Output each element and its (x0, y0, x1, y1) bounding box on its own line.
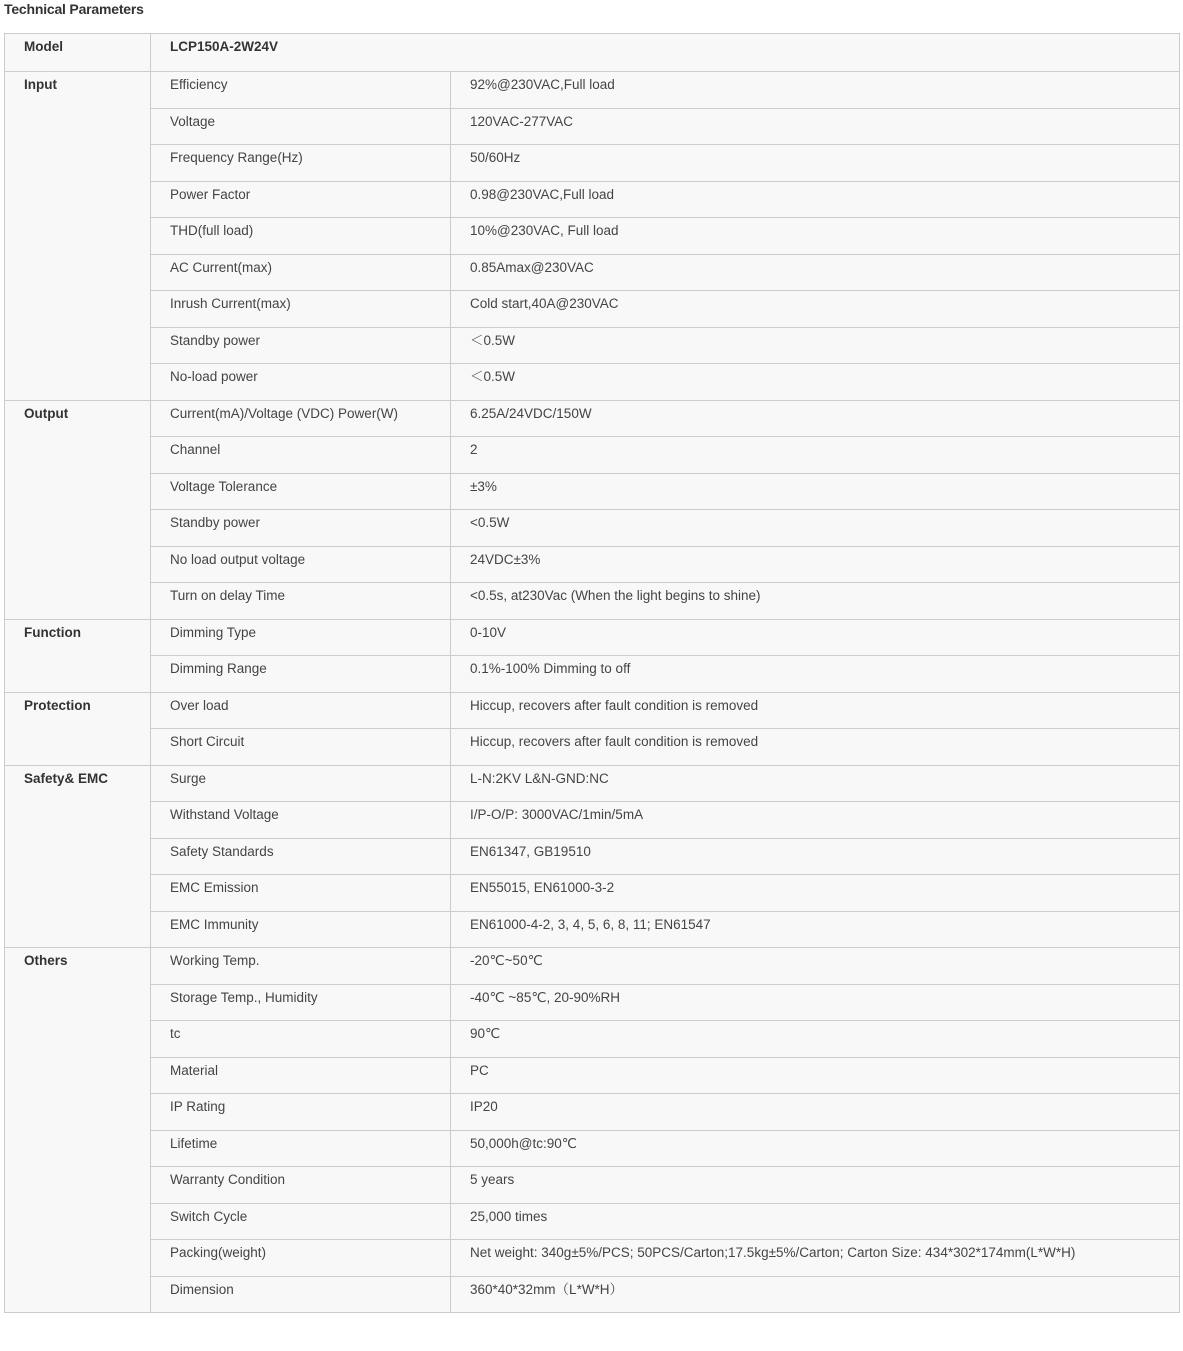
model-label-cell (5, 34, 151, 72)
table-row (5, 437, 1180, 474)
param-label: Standby power (170, 332, 261, 348)
param-label: Surge (170, 770, 207, 786)
table-row (5, 1167, 1180, 1204)
param-cell (151, 145, 451, 182)
value-cell (451, 218, 1180, 255)
value-cell (451, 254, 1180, 291)
param-label: Efficiency (170, 77, 228, 92)
value-cell (451, 181, 1180, 218)
param-label: Working Temp. (170, 953, 260, 968)
value-cell (451, 583, 1180, 620)
param-cell (151, 948, 451, 985)
param-label: Safety Standards (170, 843, 274, 859)
param-label: Frequency Range(Hz) (170, 150, 303, 165)
param-value: Hiccup, recovers after fault condition is removed (470, 697, 759, 713)
param-label: Warranty Condition (170, 1172, 286, 1187)
param-value: EN61000-4-2, 3, 4, 5, 6, 8, 11; EN61547 (470, 916, 711, 932)
param-cell (151, 656, 451, 693)
value-cell (451, 656, 1180, 693)
param-value: 0.85Amax@230VAC (470, 259, 594, 275)
value-cell (451, 1167, 1180, 1204)
value-cell (451, 400, 1180, 437)
param-cell (151, 729, 451, 766)
value-cell (451, 291, 1180, 328)
value-cell (451, 1130, 1180, 1167)
value-cell (451, 802, 1180, 839)
group-cell (5, 948, 151, 1313)
table-row (5, 546, 1180, 583)
table-row (5, 656, 1180, 693)
value-cell (451, 437, 1180, 474)
param-value: 6.25A/24VDC/150W (470, 405, 592, 421)
value-cell (451, 510, 1180, 547)
param-label: tc (170, 1026, 181, 1041)
param-cell (151, 473, 451, 510)
table-row (5, 911, 1180, 948)
param-label: Short Circuit (170, 734, 245, 749)
param-label: Dimension (170, 1281, 234, 1297)
param-value: 0-10V (470, 624, 507, 640)
value-cell (451, 327, 1180, 364)
param-label: Storage Temp., Humidity (170, 989, 318, 1005)
param-cell (151, 1240, 451, 1277)
param-label: Current(mA)/Voltage (VDC) Power(W) (170, 405, 399, 421)
model-value: LCP150A-2W24V (170, 39, 279, 54)
value-cell (451, 108, 1180, 145)
table-row (5, 583, 1180, 620)
value-cell (451, 948, 1180, 985)
param-value: 50,000h@tc:90℃ (470, 1135, 577, 1151)
group-cell (5, 692, 151, 765)
value-cell (451, 765, 1180, 802)
param-label: Standby power (170, 515, 261, 530)
value-cell (451, 1240, 1180, 1277)
param-value: Net weight: 340g±5%/PCS; 50PCS/Carton;17.5kg±5%/Carton; Carton Size: 434*302*174mm(L*W*H) (470, 1245, 1076, 1260)
param-label: Switch Cycle (170, 1208, 248, 1224)
param-label: THD(full load) (170, 223, 254, 238)
table-row (5, 1057, 1180, 1094)
table-body (5, 34, 1180, 1313)
param-label: No load output voltage (170, 551, 306, 567)
param-cell (151, 364, 451, 401)
param-value: 0.1%-100% Dimming to off (470, 661, 631, 676)
param-label: Power Factor (170, 186, 251, 202)
table-row (5, 1276, 1180, 1313)
value-cell (451, 1203, 1180, 1240)
table-row (5, 181, 1180, 218)
param-label: EMC Immunity (170, 916, 259, 932)
value-cell (451, 875, 1180, 912)
table-row (5, 1021, 1180, 1058)
param-cell (151, 1094, 451, 1131)
table-row (5, 254, 1180, 291)
param-label: AC Current(max) (170, 259, 273, 275)
value-cell (451, 1094, 1180, 1131)
model-row (5, 34, 1180, 72)
param-cell (151, 1276, 451, 1313)
value-cell (451, 619, 1180, 656)
value-cell (451, 984, 1180, 1021)
param-cell (151, 875, 451, 912)
param-value: EN55015, EN61000-3-2 (470, 880, 615, 895)
value-cell (451, 546, 1180, 583)
value-cell (451, 1021, 1180, 1058)
param-label: Channel (170, 442, 221, 457)
param-cell (151, 291, 451, 328)
table-row (5, 291, 1180, 328)
param-value: ±3% (470, 478, 497, 494)
group-label: Safety& EMC (24, 770, 109, 786)
param-cell (151, 254, 451, 291)
param-value: ＜0.5W (470, 369, 516, 384)
param-label: Packing(weight) (170, 1245, 267, 1260)
param-label: Lifetime (170, 1135, 218, 1151)
param-label: Over load (170, 697, 229, 713)
table-row (5, 948, 1180, 985)
param-label: Inrush Current(max) (170, 296, 291, 311)
param-value: 10%@230VAC, Full load (470, 223, 619, 238)
group-cell (5, 400, 151, 619)
model-value-cell (151, 34, 1180, 72)
param-value: 120VAC-277VAC (470, 113, 574, 129)
table-row (5, 400, 1180, 437)
param-label: No-load power (170, 369, 258, 384)
param-cell (151, 108, 451, 145)
param-cell (151, 510, 451, 547)
table-row (5, 1094, 1180, 1131)
param-value: ＜0.5W (470, 332, 516, 348)
value-cell (451, 692, 1180, 729)
group-label: Input (24, 77, 57, 92)
param-cell (151, 802, 451, 839)
group-cell (5, 72, 151, 401)
group-cell (5, 619, 151, 692)
group-cell (5, 765, 151, 948)
param-value: 92%@230VAC,Full load (470, 77, 615, 92)
param-value: EN61347, GB19510 (470, 843, 591, 859)
param-cell (151, 218, 451, 255)
param-value: Cold start,40A@230VAC (470, 296, 619, 311)
param-value: 25,000 times (470, 1208, 548, 1224)
group-label: Output (24, 405, 69, 421)
param-cell (151, 1167, 451, 1204)
table-row (5, 838, 1180, 875)
param-cell (151, 765, 451, 802)
param-label: Voltage Tolerance (170, 478, 278, 494)
table-row (5, 619, 1180, 656)
param-label: Turn on delay Time (170, 588, 286, 603)
value-cell (451, 729, 1180, 766)
param-value: 360*40*32mm（L*W*H） (470, 1281, 624, 1297)
param-value: L-N:2KV L&N-GND:NC (470, 770, 609, 786)
param-cell (151, 984, 451, 1021)
param-cell (151, 1057, 451, 1094)
param-value: 24VDC±3% (470, 551, 541, 567)
param-label: Withstand Voltage (170, 807, 279, 822)
table-row (5, 218, 1180, 255)
param-cell (151, 546, 451, 583)
param-cell (151, 692, 451, 729)
table-row (5, 802, 1180, 839)
param-cell (151, 400, 451, 437)
param-cell (151, 181, 451, 218)
param-cell (151, 437, 451, 474)
param-value: <0.5W (470, 515, 510, 530)
table-row (5, 875, 1180, 912)
table-row (5, 327, 1180, 364)
value-cell (451, 473, 1180, 510)
param-value: I/P-O/P: 3000VAC/1min/5mA (470, 807, 644, 822)
param-label: IP Rating (170, 1099, 226, 1114)
param-value: 50/60Hz (470, 150, 521, 165)
technical-parameters-table (4, 33, 1180, 1313)
param-cell (151, 583, 451, 620)
param-value: 0.98@230VAC,Full load (470, 186, 615, 202)
param-label: Voltage (170, 113, 216, 129)
param-cell (151, 1130, 451, 1167)
param-cell (151, 911, 451, 948)
table-row (5, 108, 1180, 145)
table-row (5, 473, 1180, 510)
param-value: Hiccup, recovers after fault condition is removed (470, 734, 759, 749)
param-value: -40℃ ~85℃, 20-90%RH (470, 989, 621, 1005)
param-cell (151, 838, 451, 875)
param-value: 5 years (470, 1172, 515, 1187)
value-cell (451, 1057, 1180, 1094)
param-value: <0.5s, at230Vac (When the light begins to shine) (470, 588, 761, 603)
param-label: Dimming Type (170, 624, 257, 640)
param-label: EMC Emission (170, 880, 259, 895)
model-label: Model (24, 39, 63, 54)
param-cell (151, 619, 451, 656)
param-label: Material (170, 1062, 219, 1078)
param-cell (151, 327, 451, 364)
param-cell (151, 1021, 451, 1058)
table-row (5, 1240, 1180, 1277)
table-row (5, 72, 1180, 109)
group-label: Function (24, 624, 81, 640)
table-row (5, 364, 1180, 401)
param-value: 90℃ (470, 1026, 501, 1041)
param-label: Dimming Range (170, 661, 267, 676)
table-row (5, 765, 1180, 802)
value-cell (451, 364, 1180, 401)
param-cell (151, 1203, 451, 1240)
value-cell (451, 838, 1180, 875)
table-row (5, 1203, 1180, 1240)
table-row (5, 729, 1180, 766)
table-row (5, 510, 1180, 547)
param-value: PC (470, 1062, 489, 1078)
page-title: Technical Parameters (4, 1, 144, 17)
table-row (5, 984, 1180, 1021)
param-value: 2 (470, 442, 478, 457)
group-label: Others (24, 953, 68, 968)
param-value: IP20 (470, 1099, 498, 1114)
value-cell (451, 911, 1180, 948)
value-cell (451, 1276, 1180, 1313)
param-cell (151, 72, 451, 109)
group-label: Protection (24, 697, 91, 713)
table-row (5, 1130, 1180, 1167)
table-row (5, 692, 1180, 729)
param-value: -20℃~50℃ (470, 953, 543, 968)
table-row (5, 145, 1180, 182)
value-cell (451, 72, 1180, 109)
value-cell (451, 145, 1180, 182)
